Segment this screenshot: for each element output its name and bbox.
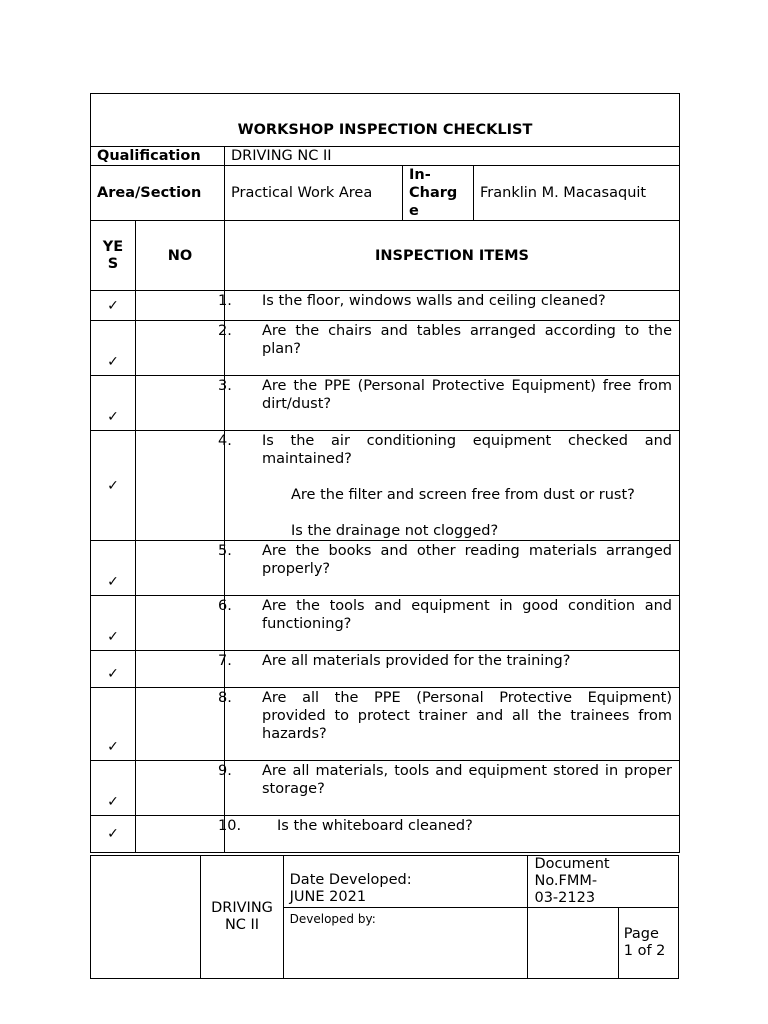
inspection-item: 2. Are the chairs and tables arranged according to the plan? [225,321,680,376]
inspection-checklist-table [90,93,680,853]
developed-by-label: Developed by: [283,908,528,979]
in-charge-label: In- Charg e [403,166,474,221]
yes-check-icon: ✓ [107,794,119,810]
yes-check-icon: ✓ [107,629,119,645]
checklist-row [91,761,680,816]
footer-blank-cell [528,908,618,979]
date-developed-label: Date Developed: [289,872,412,888]
yes-check-icon: ✓ [107,354,119,370]
no-column-header: NO [136,221,225,291]
inspection-item: 8. Are all the PPE (Personal Protective Equipment) provided to protect trainer and all the trainees from hazards? [225,688,680,761]
yes-check-icon: ✓ [107,297,119,314]
qualification-value: DRIVING NC II [225,147,680,166]
qualification-label: Qualification [91,147,225,166]
area-section-label: Area/Section [91,166,225,221]
in-charge-value: Franklin M. Macasaquit [474,166,680,221]
footer-logo-cell [91,856,201,979]
inspection-item: 1. Is the floor, windows walls and ceiling cleaned? [225,291,680,321]
no-cell [136,761,225,816]
yes-check-icon: ✓ [107,409,119,425]
inspection-item: 6. Are the tools and equipment in good condition and functioning? [225,596,680,651]
checklist-row [91,321,680,376]
checklist-row [91,688,680,761]
checklist-row [91,596,680,651]
inspection-item: 4. Is the air conditioning equipment checked and maintained? Are the filter and screen free from dust or rust? Is the drainage not clogged? [225,431,680,541]
no-cell [136,541,225,596]
no-cell [136,816,225,853]
document-footer-table [90,855,679,979]
no-cell [136,596,225,651]
inspection-item: 9. Are all materials, tools and equipment stored in proper storage? [225,761,680,816]
no-cell [136,376,225,431]
yes-check-icon: ✓ [107,739,119,755]
checklist-row [91,376,680,431]
yes-check-icon: ✓ [107,666,119,682]
page-number: Page 1 of 2 [618,908,678,979]
inspection-item: 10. Is the whiteboard cleaned? [225,816,680,853]
yes-check-icon: ✓ [107,826,119,842]
yes-check-icon: ✓ [107,477,119,494]
checklist-row [91,651,680,688]
yes-column-header: YE S [91,221,136,291]
inspection-item: 7. Are all materials provided for the training? [225,651,680,688]
yes-check-icon: ✓ [107,574,119,590]
date-developed-cell [283,856,528,908]
checklist-row [91,431,680,541]
no-cell [136,688,225,761]
checklist-row [91,816,680,853]
checklist-row [91,291,680,321]
no-cell [136,651,225,688]
document-title: WORKSHOP INSPECTION CHECKLIST [91,94,680,147]
date-developed-value: JUNE 2021 [289,889,367,905]
inspection-item: 3. Are the PPE (Personal Protective Equipment) free from dirt/dust? [225,376,680,431]
no-cell [136,291,225,321]
footer-qualification: DRIVING NC II [201,856,283,979]
no-cell [136,431,225,541]
inspection-item: 5. Are the books and other reading materials arranged properly? [225,541,680,596]
document-number: Document No.FMM- 03-2123 [528,856,679,908]
checklist-row [91,541,680,596]
no-cell [136,321,225,376]
inspection-items-header: INSPECTION ITEMS [225,221,680,291]
area-section-value: Practical Work Area [225,166,403,221]
